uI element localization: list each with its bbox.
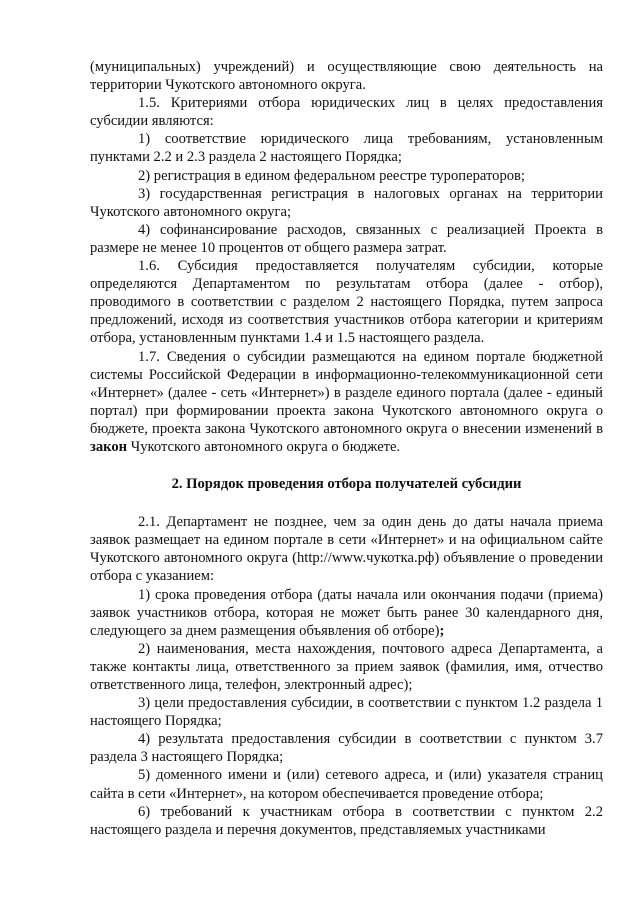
announcement-item-5: 5) доменного имени и (или) сетевого адреса, и (или) указателя страниц сайта в сети «Интернет», на котором обеспечивается проведение отбора; <box>90 767 603 802</box>
paragraph-1-7-text: 1.7. Сведения о субсидии размещаются на едином портале бюджетной системы Российской Федерации в информационно-телекоммуникационной сети «Интернет» (далее - сеть «Интернет») в разделе единого портала (далее - единый портал) при формировании проекта закона Чукотского автономного округа о бюджете, проекта закона Чукотского автономного округа о внесении изменений в <box>90 348 603 437</box>
announcement-item-6: 6) требований к участникам отбора в соответствии с пунктом 2.2 настоящего раздела и перечня документов, представляемых участниками <box>90 803 603 838</box>
paragraph-1-7-text-end: Чукотского автономного округа о бюджете. <box>127 438 401 455</box>
criteria-item-1: 1) соответствие юридического лица требованиям, установленным пунктами 2.2 и 2.3 раздела 2 настоящего Порядка; <box>90 131 603 166</box>
section-heading: 2. Порядок проведения отбора получателей субсидии <box>171 476 522 493</box>
announcement-item-4: 4) результата предоставления субсидии в соответствии с пунктом 3.7 раздела 3 настоящего Порядка; <box>90 731 603 766</box>
paragraph-1-6: 1.6. Субсидия предоставляется получателям субсидии, которые определяются Департаментом по результатам отбора (далее - отбор), проводимого в соответствии с разделом 2 настоящего Порядка, путем запроса предложений, исходя из соответствия участников отбора категории и критериям отбора, установленным пунктами 1.4 и 1.5 настоящего раздела. <box>90 258 603 347</box>
announcement-item-1 <box>90 586 603 640</box>
criteria-item-4: 4) софинансирование расходов, связанных с реализацией Проекта в размере не менее 10 процентов от общего размера затрат. <box>90 221 603 256</box>
document-page <box>90 58 603 839</box>
criteria-item-2: 2) регистрация в едином федеральном реестре туроператоров; <box>138 167 525 184</box>
announcement-item-2: 2) наименования, места нахождения, почтового адреса Департамента, а также контакты лица, ответственного за прием заявок (фамилия, имя, отчество ответственного лица, телефон, электронный адрес); <box>90 640 603 693</box>
paragraph-continuation: (муниципальных) учреждений) и осуществляющие свою деятельность на территории Чукотского автономного округа. <box>90 59 603 94</box>
announcement-item-3: 3) цели предоставления субсидии, в соответствии с пунктом 1.2 раздела 1 настоящего Порядка; <box>90 695 603 730</box>
paragraph-1-7-bold-word: закон <box>90 438 128 455</box>
announcement-item-1-end: ; <box>439 622 445 639</box>
paragraph-1-7 <box>90 348 603 457</box>
paragraph-1-5: 1.5. Критериями отбора юридических лиц в целях предоставления субсидии являются: <box>90 95 603 130</box>
paragraph-2-1: 2.1. Департамент не позднее, чем за один день до даты начала приема заявок размещает на едином портале в сети «Интернет» и на официальном сайте Чукотского автономного округа (http://www.чукотка.рф) объявление о проведении отбора с указанием: <box>90 514 603 585</box>
criteria-item-3: 3) государственная регистрация в налоговых органах на территории Чукотского автономного округа; <box>90 185 603 220</box>
announcement-item-1-text: 1) срока проведения отбора (даты начала или окончания подачи (приема) заявок участников отбора, которая не может быть ранее 30 календарного дня, следующего за днем размещения объявления об отборе) <box>90 586 603 639</box>
